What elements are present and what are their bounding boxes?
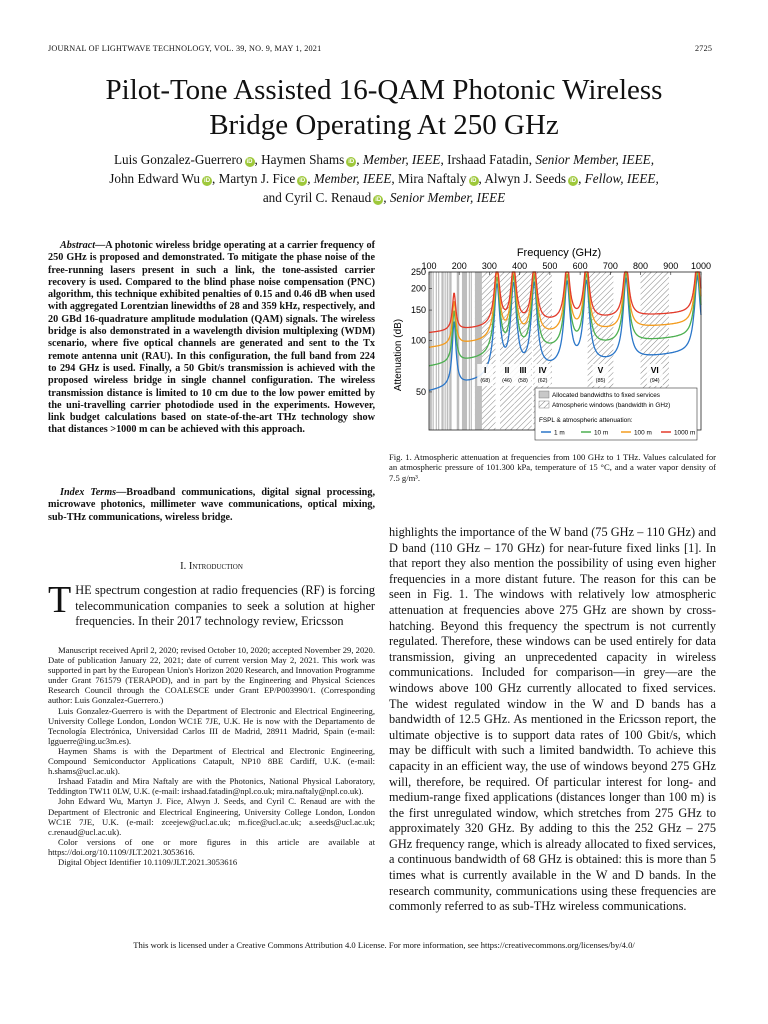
window-label: IV: [538, 365, 547, 375]
footnote-affiliation: Irshaad Fatadin and Mira Naftaly are with the Photonics, National Physical Laboratory, Teddington TW11 0LW, U.K. (e-mail: irshaad.fatadin@npl.co.uk; mira.naftaly@npl.co.uk).: [48, 776, 375, 797]
footnote-affiliation: John Edward Wu, Martyn J. Fice, Alwyn J. Seeds, and Cyril C. Renaud are with the Department of Electronic and Electrical Engineering, University College London, London WC1E 7JE, U.K. (e-mail: zceejew@ucl.ac.uk; m.fice@ucl.ac.uk; a.seeds@ucl.ac.uk; c.renaud@ucl.ac.uk).: [48, 796, 375, 837]
author-membership: , Member, IEEE: [307, 171, 392, 186]
legend-allocated: Allocated bandwidths to fixed services: [552, 392, 660, 399]
section-number: I.: [180, 561, 187, 572]
allocated-band: [438, 272, 439, 430]
paper-title: [0, 73, 768, 143]
allocated-band: [445, 272, 446, 430]
window-bandwidth: (58): [518, 378, 528, 384]
abstract: [48, 240, 375, 437]
window-bandwidth: (94): [649, 378, 660, 384]
allocated-band: [441, 272, 443, 430]
legend-series-label: 10 m: [594, 429, 609, 437]
x-tick-label: 100: [421, 261, 437, 271]
intro-text: HE spectrum congestion at radio frequencies (RF) is forcing telecommunication companies to seek a solution at higher frequencies. In their 2017 technology review, Ericsson: [75, 583, 375, 629]
legend-windows: Atmospheric windows (bandwidth in GHz): [552, 402, 671, 409]
window-bandwidth: (68): [480, 378, 491, 384]
y-axis-label: Attenuation (dB): [393, 318, 404, 392]
index-terms-label: Index Terms: [60, 487, 117, 498]
figure-caption: Fig. 1. Atmospheric attenuation at frequencies from 100 GHz to 1 THz. Values calculated for an atmospheric pressure of 101.300 kPa, temperature of 15 °C, and a water vapor density of 7.5 g/m³.: [389, 452, 716, 483]
window-label: VI: [650, 365, 659, 375]
legend-series-label: 100 m: [634, 429, 652, 437]
index-terms: [48, 487, 375, 524]
window-bandwidth: (85): [595, 378, 606, 384]
x-tick-label: 700: [602, 261, 618, 271]
footnotes: [48, 645, 375, 867]
x-tick-label: 500: [542, 261, 558, 271]
drop-cap: T: [48, 579, 72, 621]
allocated-band: [462, 272, 467, 430]
license-footer: This work is licensed under a Creative Commons Attribution 4.0 License. For more information, see https://creativecommons.org/licenses/by/4.0/: [133, 940, 635, 950]
window-bandwidth: (62): [537, 378, 548, 384]
author-list: [40, 150, 728, 207]
author-name: , Irshaad Fatadin,: [440, 152, 536, 167]
window-label: III: [519, 365, 527, 375]
footnote-doi: Digital Object Identifier 10.1109/JLT.2021.3053616: [58, 856, 238, 867]
y-tick-label: 50: [415, 386, 426, 397]
orcid-icon[interactable]: iD: [299, 178, 306, 184]
legend-fspl-title: FSPL & atmospheric attenuation:: [539, 417, 633, 424]
chart-title: Frequency (GHz): [516, 247, 602, 259]
x-tick-label: 1000: [690, 261, 712, 271]
window-labels: [477, 364, 663, 386]
y-tick-label: 100: [410, 335, 426, 346]
orcid-icon[interactable]: iD: [204, 178, 211, 184]
allocated-band: [433, 272, 434, 430]
author-membership: , Fellow, IEEE,: [578, 171, 659, 186]
allocated-band: [447, 272, 449, 430]
abstract-text: —A photonic wireless bridge operating at a carrier frequency of 250 GHz is proposed and demonstrated. To mitigate the phase noise of the free-running lasers present in such a link, the tone-assisted carrier recovery is used. Compared to the blind phase noise compensation (PNC) algorithm, this technique exhibited penalties of 0.15 and 0.46 dB when used with aggregated Lorentzian linewidths of 28 and 359 kHz, respectively, and 20 GBd 16-quadrature amplitude modulation (QAM) signals. The wireless bridge is also demonstrated in a wavelength division multiplexing (WDM) scenario, where five optical channels are generated and sent to the Tx remote antenna unit (RAU). In this configuration, the full band from 224 to 294 GHz is used. Finally, a 50 Gbit/s transmission is achieved with the proposed wireless bridge in single channel configuration. The wireless transmission distance is limited to 10 cm due to the low power emitted by the uni-travelling carrier photodiode used in the experiments. However, link budget calculations based on state-of-the-art THz technology show that distances >1000 m can be achieved with this approach.: [48, 240, 375, 436]
window-label: II: [504, 365, 510, 375]
allocated-band: [471, 272, 472, 430]
abstract-label: Abstract: [60, 240, 96, 251]
journal-header: JOURNAL OF LIGHTWAVE TECHNOLOGY, VOL. 39, NO. 9, MAY 1, 2021: [48, 44, 322, 53]
attenuation-chart: [389, 240, 719, 445]
page-number: 2725: [695, 44, 713, 53]
y-tick-label: 200: [410, 283, 426, 294]
footnote-affiliation: Luis Gonzalez-Guerrero is with the Department of Electronic and Electrical Engineering, University College London, London WC1E 7JE, U.K. He is now with the Departamento de Tecnología Electrónica, Universidad Carlos III de Madrid, 28911 Madrid, Spain (e-mail: lgguerre@ing.uc3m.es).: [48, 705, 375, 746]
allocated-band: [430, 272, 432, 430]
title-line-2: Bridge Operating At 250 GHz: [209, 109, 559, 141]
body-text-right: highlights the importance of the W band (75 GHz – 110 GHz) and D band (110 GHz – 170 GHz) for near-future fixed links [1]. In that report they also mention the possibility of using even higher frequencies in a more distant future. The reason for this can be seen in Fig. 1. The windows with relatively low atmospheric attenuation at frequencies above 275 GHz are shown by cross-hatching. Beyond this frequency the spectrum is not currently regulated. Therefore, these windows can be used entirely for data transmission, giving an unprecedented capacity in wireless communications. Included for comparison—in grey—are the windows above 100 GHz currently allocated to fixed services. The widest regulated window in the W and D bands has a bandwidth of 12.5 GHz. As mentioned in the Ericsson report, the ultimate objective is to support data rates of 100 Gbit/s, which may be difficult with such a limited bandwidth. To achieve this capacity in an efficient way, the use of windows beyond 275 GHz will, therefore, be required. Of particular interest for long- and medium-range fixed applications (distances longer than 100 m) is the first unregulated window, which stretches from 275 GHz to approximately 320 GHz. By adding to this the 252 GHz – 275 GHz frequency range, which is already allocated to fixed services, a continuous bandwidth of 68 GHz is obtained: this is more than 5 times what is currently available in the W and D bands. In the research community, communications using these frequencies are commonly referred to as sub-THz wireless communications.: [389, 525, 716, 914]
orcid-icon[interactable]: iD: [375, 197, 382, 203]
orcid-icon[interactable]: iD: [348, 159, 355, 165]
author-name: , Haymen Shams: [254, 152, 345, 167]
window-bandwidth: (46): [502, 378, 512, 384]
author-name: and Cyril C. Renaud: [262, 190, 372, 205]
x-tick-label: 900: [663, 261, 679, 271]
allocated-band: [436, 272, 437, 430]
section-title: Introduction: [188, 561, 243, 572]
x-tick-label: 800: [633, 261, 649, 271]
footnote-received: Manuscript received April 2, 2020; revised October 10, 2020; accepted November 29, 2020. Date of publication January 22, 2021; date of current version May 2, 2021. This work was supported in part by the European Union's Horizon 2020 Research, and Innovation Programme under Grant 761579 (TERAPOD), and in part by the Engineering and Physical Sciences Research Council through the COALESCE under Grant EP/P003990/1. (Corresponding author: Luis Gonzalez-Guerrero.): [48, 645, 375, 706]
footnote-color: Color versions of one or more figures in this article are available at https://doi.org/10.1109/JLT.2021.3053616.: [48, 836, 375, 857]
author-name: , Mira Naftaly: [391, 171, 467, 186]
title-line-1: Pilot-Tone Assisted 16-QAM Photonic Wireless: [105, 74, 663, 106]
x-tick-label: 200: [451, 261, 467, 271]
orcid-icon[interactable]: iD: [470, 178, 477, 184]
author-membership: , Member, IEEE: [356, 152, 441, 167]
window-label: V: [597, 365, 604, 375]
orcid-icon[interactable]: iD: [570, 178, 577, 184]
legend-allocated-swatch: [539, 391, 549, 398]
legend-series-label: 1 m: [554, 429, 565, 437]
window-label: I: [484, 365, 487, 375]
allocated-band: [475, 272, 482, 430]
orcid-icon[interactable]: iD: [246, 159, 253, 165]
x-tick-label: 300: [481, 261, 497, 271]
y-tick-label: 150: [410, 305, 426, 316]
allocated-band: [469, 272, 470, 430]
footnote-affiliation: Haymen Shams is with the Department of Electrical and Electronic Engineering, Compound Semiconductor Applications Catapult, NP10 8BE Cardiff, U.K. (e-mail: h.shams@ucl.ac.uk).: [48, 745, 375, 777]
author-name: John Edward Wu: [109, 171, 201, 186]
x-tick-label: 600: [572, 261, 588, 271]
legend-series-label: 1000 m: [674, 429, 696, 437]
author-membership: Senior Member, IEEE,: [535, 152, 654, 167]
chart-legend: [535, 388, 697, 440]
author-name: Luis Gonzalez-Guerrero: [113, 152, 243, 167]
y-tick-label: 250: [410, 267, 426, 277]
section-heading: [48, 561, 375, 572]
author-name: , Martyn J. Fice: [212, 171, 296, 186]
index-terms-text: —Broadband communications, digital signal processing, microwave photonics, millimeter wave communications, optical mixing, sub-THz communications, wireless bridge.: [48, 487, 375, 523]
x-tick-label: 400: [512, 261, 528, 271]
legend-windows-swatch: [539, 401, 549, 408]
intro-paragraph: [48, 579, 375, 630]
author-membership: , Senior Member, IEEE: [383, 190, 506, 205]
author-name: , Alwyn J. Seeds: [478, 171, 567, 186]
